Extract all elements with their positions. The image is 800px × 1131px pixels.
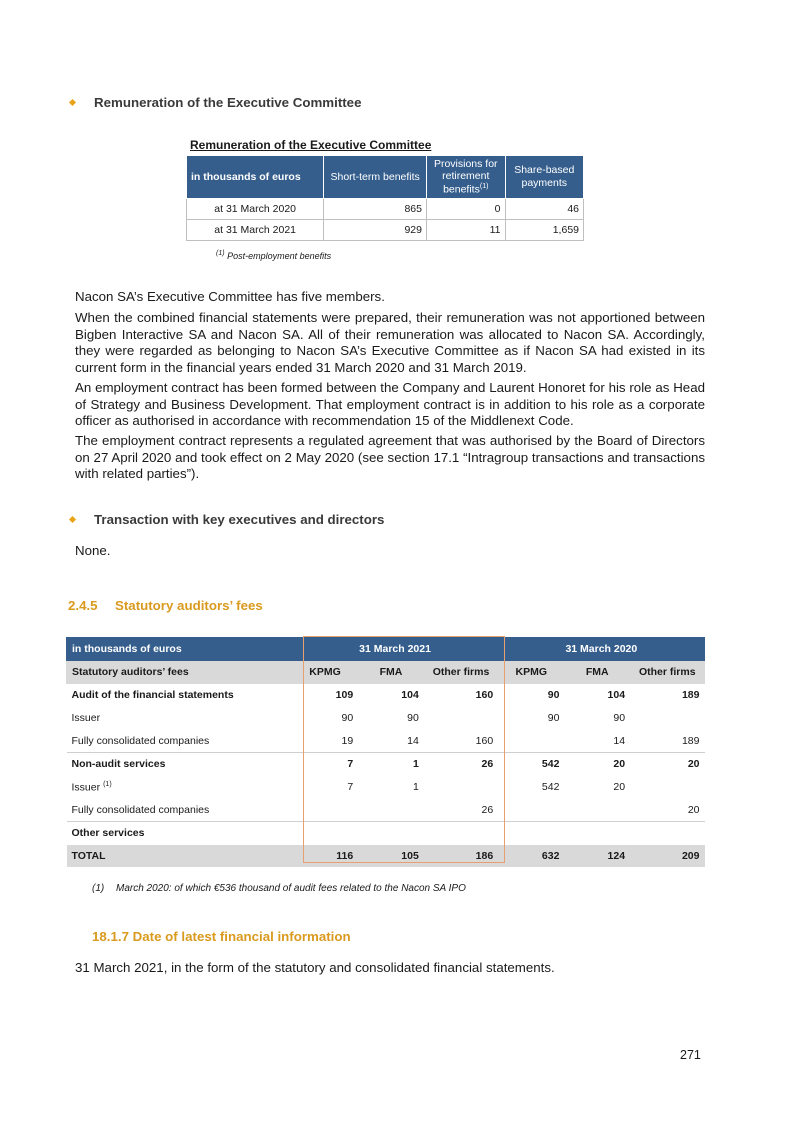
auditors-cell: 104: [564, 684, 630, 707]
exec-col-provisions-text: Provisions for retirement benefits: [433, 157, 498, 196]
auditors-footnote: [92, 883, 466, 894]
table-row: [187, 199, 584, 220]
exec-cell: 46: [505, 199, 583, 220]
auditors-section-title: Statutory auditors’ fees: [115, 598, 263, 613]
auditors-cell: [498, 822, 564, 845]
auditors-row-label: [67, 845, 292, 868]
bullet-diamond-icon: [69, 99, 76, 106]
auditors-firm-header: KPMG: [498, 661, 564, 684]
auditors-row-label-text: Non-audit services: [71, 758, 166, 770]
auditors-cell: 632: [498, 845, 564, 868]
auditors-cell: 189: [630, 730, 704, 753]
auditors-row-label: [67, 753, 292, 776]
auditors-footnote-number: (1): [92, 883, 105, 894]
auditors-cell: 109: [292, 684, 358, 707]
auditors-cell: [498, 730, 564, 753]
auditors-cell: 105: [358, 845, 424, 868]
exec-remuneration-heading-text: Remuneration of the Executive Committee: [94, 95, 362, 110]
auditors-cell: 542: [498, 753, 564, 776]
exec-cell: 1,659: [505, 220, 583, 241]
table-row: [67, 684, 705, 707]
exec-col-provisions: [427, 156, 506, 199]
auditors-cell: [498, 799, 564, 822]
auditors-cell: 90: [498, 684, 564, 707]
paragraph-members: Nacon SA’s Executive Committee has five members.: [75, 289, 385, 304]
auditors-cell: 26: [424, 753, 498, 776]
exec-row-label: at 31 March 2021: [187, 220, 324, 241]
auditors-cell: [358, 822, 424, 845]
exec-remuneration-table: [186, 155, 584, 241]
auditors-cell: 90: [564, 707, 630, 730]
table-row: [67, 753, 705, 776]
auditors-row-label: [67, 684, 292, 707]
exec-remuneration-heading: [68, 95, 361, 110]
auditors-cell: 124: [564, 845, 630, 868]
table-row: [187, 220, 584, 241]
paragraph-employment-contract: An employment contract has been formed between the Company and Laurent Honoret for his role as Head of Strategy and Business Development. That employment contract is in addition to his role as a corporate officer as authorised in accordance with recommendation 15 of the Middlenext Code.: [75, 380, 705, 429]
auditors-fees-table: [66, 637, 705, 868]
table-row: [67, 776, 705, 799]
bullet-diamond-icon: [69, 516, 76, 523]
auditors-cell: 1: [358, 776, 424, 799]
paragraph-combined-statements: When the combined financial statements were prepared, their remuneration was not apportioned between Bigben Interactive SA and Nacon SA. All of their remuneration was allocated to Nacon SA. Accordingly, they were regarded as belonging to Nacon SA’s Executive Committee as if Nacon SA had existed in its current form in the financial years ended 31 March 2020 and 31 March 2019.: [75, 310, 705, 375]
exec-row-label: at 31 March 2020: [187, 199, 324, 220]
auditors-row-label-text: Issuer: [71, 712, 101, 724]
auditors-cell: 7: [292, 753, 358, 776]
auditors-row-label: [67, 799, 292, 822]
auditors-cell: 90: [292, 707, 358, 730]
auditors-period-2021: 31 March 2021: [292, 638, 498, 661]
exec-footnote: [216, 250, 331, 261]
auditors-cell: [564, 799, 630, 822]
exec-cell: 929: [324, 220, 427, 241]
transactions-heading-text: Transaction with key executives and directors: [94, 512, 385, 527]
exec-col-share-based: Share-based payments: [505, 156, 583, 199]
auditors-firm-header: Other firms: [424, 661, 498, 684]
table-row: [67, 845, 705, 868]
auditors-cell: 209: [630, 845, 704, 868]
table-row: [67, 707, 705, 730]
exec-cell: 865: [324, 199, 427, 220]
auditors-cell: [424, 707, 498, 730]
exec-cell: 0: [427, 199, 506, 220]
auditors-cell: 20: [564, 776, 630, 799]
auditors-unit-label: in thousands of euros: [67, 638, 292, 661]
table-row: [67, 822, 705, 845]
auditors-cell: 19: [292, 730, 358, 753]
auditors-section-number: 2.4.5: [68, 598, 98, 613]
auditors-row-label-text: Audit of the financial statements: [71, 689, 234, 701]
auditors-cell: [630, 776, 704, 799]
auditors-cell: 90: [358, 707, 424, 730]
auditors-cell: [630, 822, 704, 845]
auditors-cell: [292, 799, 358, 822]
auditors-cell: [358, 799, 424, 822]
auditors-cell: [630, 707, 704, 730]
latest-info-heading: 18.1.7 Date of latest financial information: [92, 929, 351, 944]
auditors-cell: 20: [630, 799, 704, 822]
auditors-cell: 160: [424, 730, 498, 753]
auditors-sub-label: Statutory auditors’ fees: [67, 661, 292, 684]
auditors-row-label: [67, 822, 292, 845]
auditors-row-label-text: TOTAL: [71, 850, 106, 862]
exec-footnote-sup: (1): [216, 250, 225, 257]
auditors-firm-header: FMA: [564, 661, 630, 684]
auditors-cell: 186: [424, 845, 498, 868]
auditors-cell: 189: [630, 684, 704, 707]
auditors-cell: 14: [358, 730, 424, 753]
auditors-footnote-text: March 2020: of which €536 thousand of audit fees related to the Nacon SA IPO: [116, 883, 466, 894]
auditors-row-label-text: Issuer: [71, 781, 101, 794]
auditors-cell: 542: [498, 776, 564, 799]
exec-footnote-text: Post-employment benefits: [227, 251, 332, 261]
table-row: [67, 730, 705, 753]
transactions-heading: [68, 512, 384, 527]
auditors-period-2020: 31 March 2020: [498, 638, 704, 661]
auditors-row-label: [67, 707, 292, 730]
auditors-cell: 90: [498, 707, 564, 730]
auditors-row-label: [67, 730, 292, 753]
auditors-row-label: [67, 776, 292, 799]
auditors-cell: 14: [564, 730, 630, 753]
auditors-firm-header: FMA: [358, 661, 424, 684]
exec-col-unit: in thousands of euros: [187, 156, 324, 199]
paragraph-regulated-agreement: The employment contract represents a regulated agreement that was authorised by the Board of Directors on 27 April 2020 and took effect on 2 May 2020 (see section 17.1 “Intragroup transactions and transactions with related parties”).: [75, 433, 705, 482]
auditors-cell: 7: [292, 776, 358, 799]
auditors-cell: 104: [358, 684, 424, 707]
auditors-section-heading: [68, 598, 263, 613]
latest-info-text: 31 March 2021, in the form of the statutory and consolidated financial statements.: [75, 960, 555, 975]
auditors-cell: 20: [630, 753, 704, 776]
table-row: [67, 799, 705, 822]
auditors-row-label-text: Fully consolidated companies: [71, 804, 210, 816]
auditors-cell: 160: [424, 684, 498, 707]
auditors-cell: 116: [292, 845, 358, 868]
auditors-row-label-sup: (1): [103, 780, 112, 788]
transactions-text: None.: [75, 543, 111, 558]
auditors-cell: [424, 822, 498, 845]
exec-col-provisions-sup: (1): [479, 183, 489, 191]
auditors-firm-header: KPMG: [292, 661, 358, 684]
auditors-row-label-text: Other services: [71, 827, 145, 839]
exec-table-title: Remuneration of the Executive Committee: [190, 138, 432, 152]
auditors-cell: [424, 776, 498, 799]
auditors-cell: 26: [424, 799, 498, 822]
exec-col-short-term: Short-term benefits: [324, 156, 427, 199]
auditors-row-label-text: Fully consolidated companies: [71, 735, 210, 747]
page-number: 271: [680, 1048, 701, 1062]
auditors-cell: 1: [358, 753, 424, 776]
auditors-cell: [292, 822, 358, 845]
auditors-firm-header: Other firms: [630, 661, 704, 684]
auditors-cell: 20: [564, 753, 630, 776]
exec-cell: 11: [427, 220, 506, 241]
auditors-cell: [564, 822, 630, 845]
